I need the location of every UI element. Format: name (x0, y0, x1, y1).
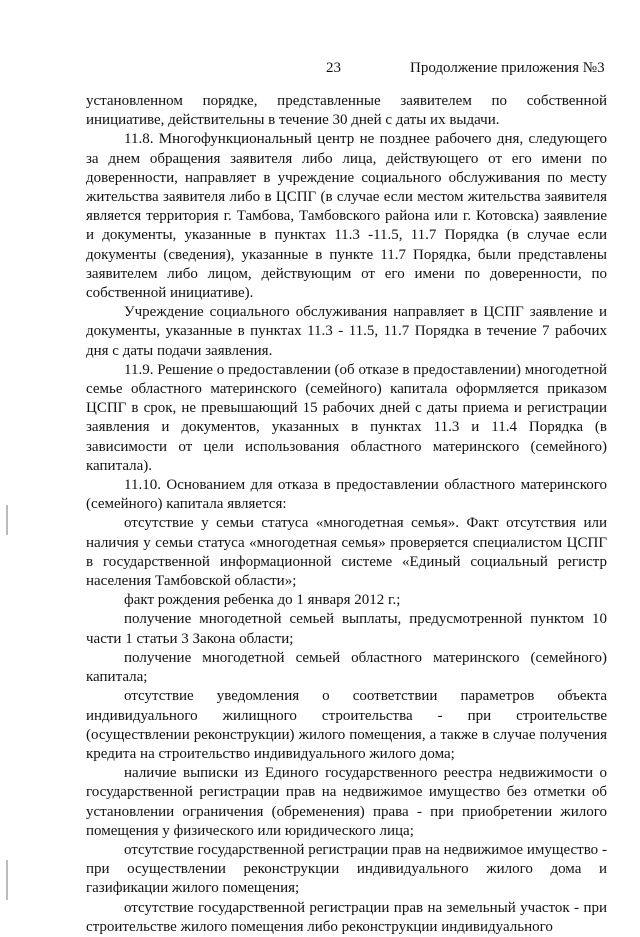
scan-margin-mark (6, 505, 8, 535)
paragraph: установленном порядке, представленные заявителем по собственной инициативе, действительны в течение 30 дней с даты их выдачи. (86, 93, 607, 129)
paragraph: факт рождения ребенка до 1 января 2012 г.; (124, 592, 401, 609)
page-header (0, 60, 640, 80)
paragraph: Учреждение социального обслуживания направляет в ЦСПГ заявление и документы, указанные в пунктах 11.3 - 11.5, 11.7 Порядка в течение 7 рабочих дня с даты подачи заявления. (86, 304, 607, 359)
scan-margin-mark (6, 860, 8, 900)
paragraph: наличие выписки из Единого государственного реестра недвижимости о государственной регистрации прав на недвижимое имущество без отметки об установлении ограничения (обременения) права - при приобретении жилого помещения у физического или юридического лица; (86, 765, 607, 839)
paragraph: 11.8. Многофункциональный центр не позднее рабочего дня, следующего за днем обращения заявителя либо лица, действующего от его имени по доверенности, направляет в учреждение социального обслуживания по месту жительства заявителя либо в ЦСПГ (в случае если местом жительства заявителя является территория г. Тамбова, Тамбовского района или г. Котовска) заявление и документы, указанные в пунктах 11.3 -11.5, 11.7 Порядка (в случае если документы (сведения), указанные в пункте 11.7 Порядка, были представлены заявителем либо лицом, действующим от его имени по доверенности, по собственной инициативе). (86, 131, 607, 302)
page-number: 23 (326, 60, 341, 76)
paragraph: отсутствие у семьи статуса «многодетная семья». Факт отсутствия или наличия у семьи статуса «многодетная семья» проверяется специалистом ЦСПГ в государственной информационной системе «Единый социальный регистр населения Тамбовской области»; (86, 515, 607, 590)
paragraph: отсутствие государственной регистрации прав на земельный участок - при строительстве жилого помещения либо реконструкции индивидуального (86, 899, 607, 935)
appendix-continuation: Продолжение приложения №3 (410, 60, 605, 76)
paragraph: отсутствие уведомления о соответствии параметров объекта индивидуального жилищного строительства - при строительстве (осуществлении реконструкции) жилого помещения, а также в случае получения кредита на строительство индивидуального жилого дома; (86, 688, 607, 762)
paragraph: отсутствие государственной регистрации прав на недвижимое имущество - при осуществлении реконструкции индивидуального жилого дома и газификации жилого помещения; (86, 841, 607, 897)
paragraph: получение многодетной семьей выплаты, предусмотренной пунктом 10 части 1 статьи 3 Закона области; (86, 611, 607, 647)
paragraph: получение многодетной семьей областного материнского (семейного) капитала; (86, 649, 607, 686)
paragraph: 11.10. Основанием для отказа в предоставлении областного материнского (семейного) капитала является: (86, 477, 607, 513)
document-body (86, 92, 607, 937)
paragraph: 11.9. Решение о предоставлении (об отказе в предоставлении) многодетной семье областного материнского (семейного) капитала оформляется приказом ЦСПГ в срок, не превышающий 15 рабочих дней с даты приема и регистрации заявления и документов, указанных в пунктах 11.3 и 11.4 Порядка (в зависимости от цели использования областного материнского (семейного) капитала). (86, 361, 607, 474)
